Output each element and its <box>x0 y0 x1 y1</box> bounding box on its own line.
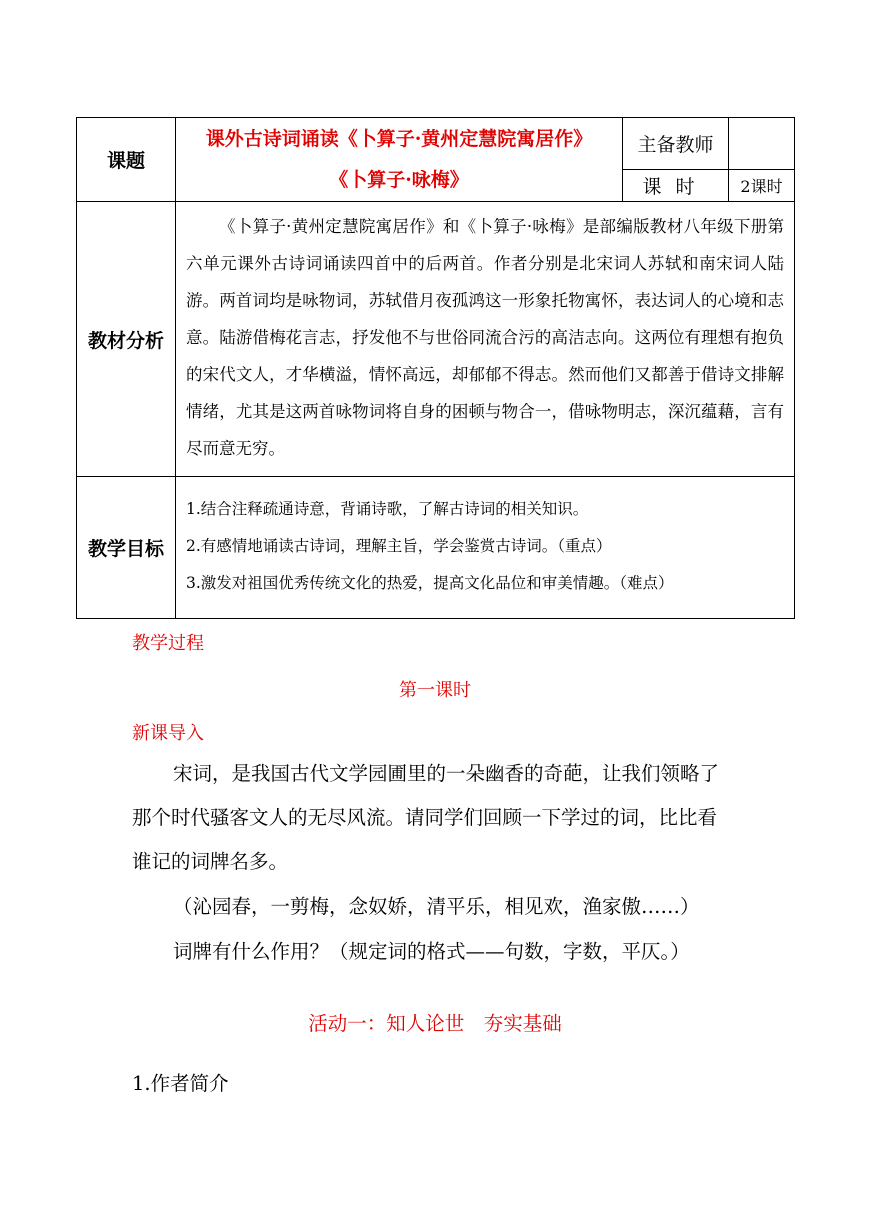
lesson-title-line1: 课外古诗词诵读《卜算子·黄州定慧院寓居作》 <box>205 128 593 150</box>
teacher-value <box>729 118 795 170</box>
lesson-number: 第一课时 <box>399 680 471 701</box>
cipai-examples: （沁园春，一剪梅，念奴娇，清平乐，相见欢，渔家傲……） <box>173 895 700 918</box>
teacher-label: 主备教师 <box>623 118 729 170</box>
lesson-info-table <box>76 117 795 619</box>
section-author-intro: 1.作者简介 <box>132 1072 229 1095</box>
intro-line-2: 那个时代骚客文人的无尽风流。请同学们回顾一下学过的词，比比看 <box>132 806 718 829</box>
intro-heading: 新课导入 <box>132 723 204 744</box>
analysis-text: 《卜算子·黄州定慧院寓居作》和《卜算子·咏梅》是部编版教材八年级下册第六单元课外古诗词诵读四首中的后两首。作者分别是北宋词人苏轼和南宋词人陆游。两首词均是咏物词，苏轼借月夜孤鸿这一形象托物寓怀，表达词人的心境和志意。陆游借梅花言志，抒发他不与世俗同流合污的高洁志向。这两位有理想有抱负的宋代文人，才华横溢，情怀高远，却郁郁不得志。然而他们又都善于借诗文排解情绪，尤其是这两首咏物词将自身的困顿与物合一，借咏物明志，深沉蕴藉，言有尽而意无穷。 <box>186 217 784 458</box>
goal-item-1: 1.结合注释疏通诗意，背诵诗歌，了解古诗词的相关知识。 <box>186 500 589 518</box>
lesson-title-line2: 《卜算子·咏梅》 <box>329 169 469 191</box>
process-heading: 教学过程 <box>132 633 204 654</box>
activity-1-heading: 活动一：知人论世 夯实基础 <box>308 1012 562 1035</box>
goal-item-2: 2.有感情地诵读古诗词，理解主旨，学会鉴赏古诗词。（重点） <box>186 537 612 555</box>
analysis-cell <box>176 202 795 477</box>
hours-value: 2课时 <box>729 170 795 202</box>
goal-item-3: 3.激发对祖国优秀传统文化的热爱，提高文化品位和审美情趣。（难点） <box>186 574 674 592</box>
analysis-label: 教材分析 <box>77 202 176 477</box>
goals-label: 教学目标 <box>77 477 176 619</box>
topic-label: 课题 <box>77 118 176 202</box>
intro-line-1: 宋词，是我国古代文学园圃里的一朵幽香的奇葩，让我们领略了 <box>173 762 720 785</box>
intro-line-3: 谁记的词牌名多。 <box>132 850 289 873</box>
lesson-title <box>176 118 623 202</box>
hours-label-cell <box>623 170 729 202</box>
goals-cell <box>176 477 795 619</box>
cipai-question: 词牌有什么作用？（规定词的格式——句数，字数，平仄。） <box>173 940 690 963</box>
hours-label: 课时 <box>642 176 709 198</box>
